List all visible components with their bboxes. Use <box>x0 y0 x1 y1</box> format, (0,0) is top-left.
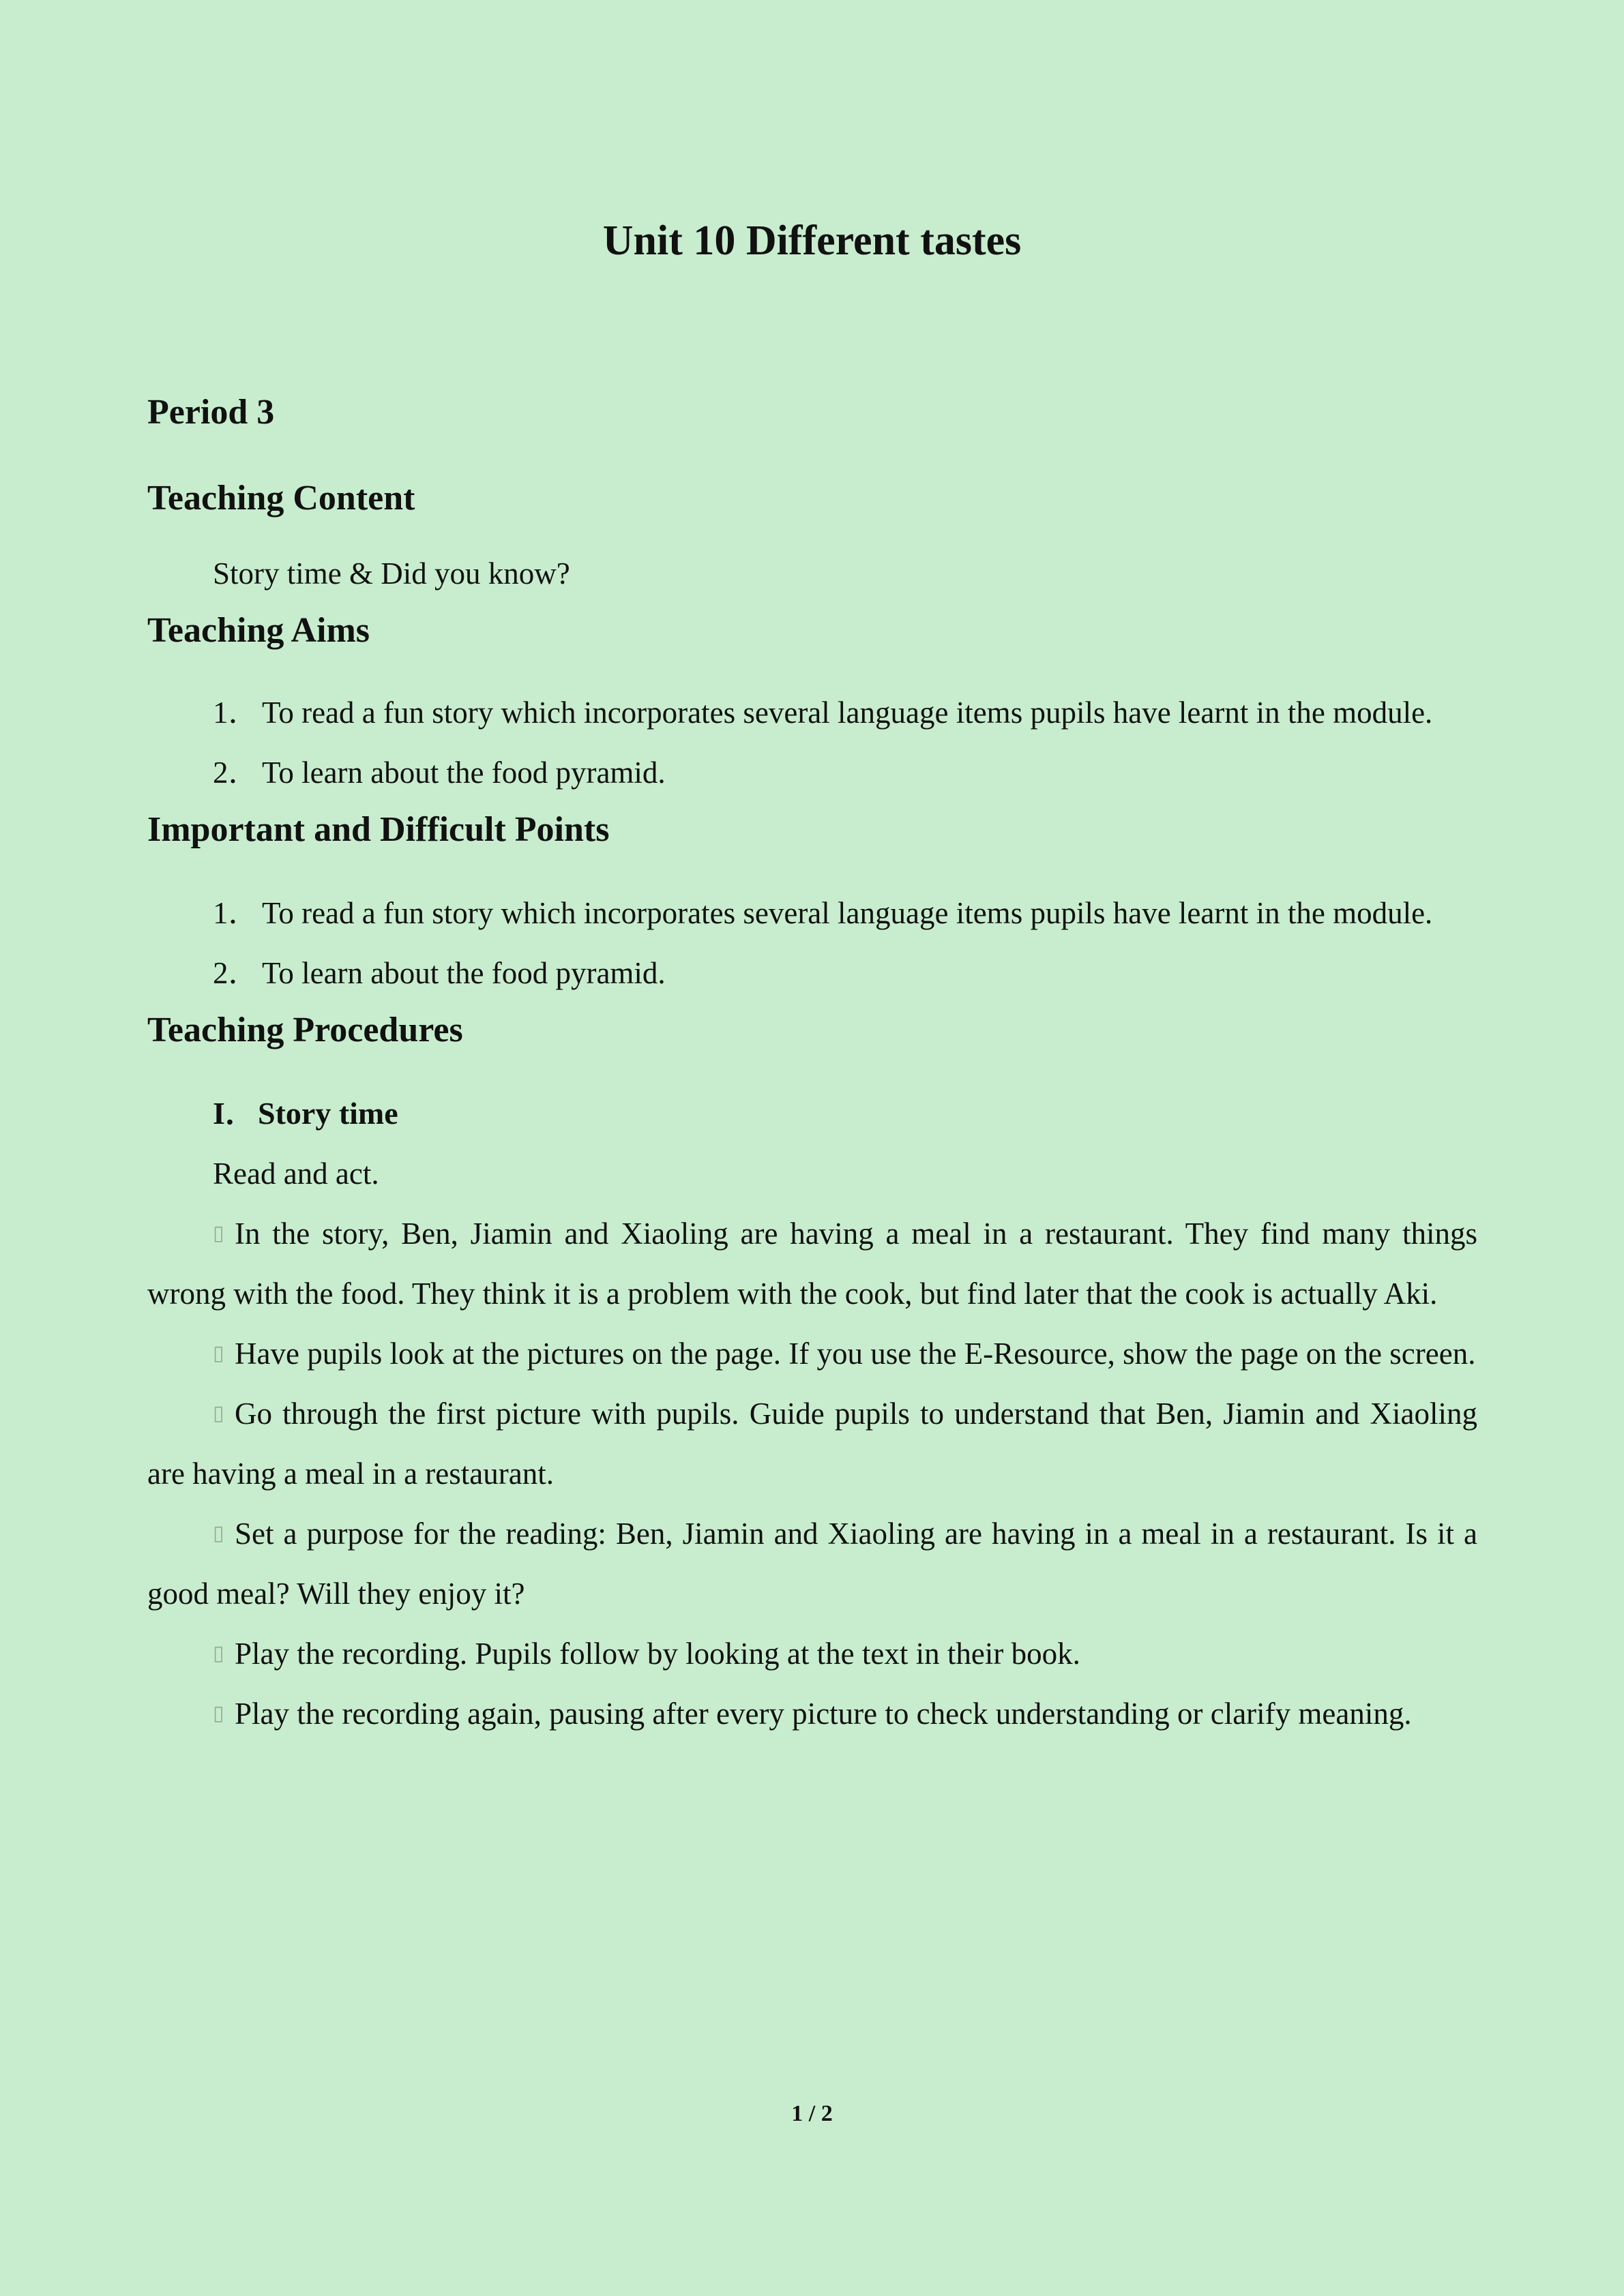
item-text: To read a fun story which incorporates several language items pupils have learnt in the module. <box>262 696 1433 730</box>
story-time-subheading <box>147 1084 1477 1144</box>
bullet-text: In the story, Ben, Jiamin and Xiaoling are having a meal in a restaurant. They find many things wrong with the food. They think it is a problem with the cook, but find later that the cook is actually Aki. <box>147 1217 1477 1311</box>
document-body <box>147 385 1477 1744</box>
teaching-aim-item-1 <box>147 683 1477 743</box>
document-title: Unit 10 Different tastes <box>602 218 1022 264</box>
item-number: 1． <box>213 896 259 930</box>
bullet-text: Have pupils look at the pictures on the page. If you use the E-Resource, show the page on the screen. <box>235 1337 1476 1371</box>
item-number: 1． <box>213 696 259 730</box>
bullet-text: Go through the first picture with pupils. Guide pupils to understand that Ben, Jiamin and Xiaoling are having a meal in a restaurant. <box>147 1397 1477 1491</box>
bullet-box-icon: ▯ <box>213 1341 224 1365</box>
procedure-bullet-2 <box>147 1324 1477 1384</box>
bullet-text: Play the recording again, pausing after every picture to check understanding or clarify meaning. <box>235 1697 1412 1731</box>
bullet-box-icon: ▯ <box>213 1401 224 1425</box>
item-text: To learn about the food pyramid. <box>262 956 666 990</box>
teaching-aim-item-2 <box>147 743 1477 803</box>
bullet-box-icon: ▯ <box>213 1701 224 1725</box>
read-and-act-text: Read and act. <box>213 1157 379 1191</box>
procedure-bullet-3 <box>147 1384 1477 1504</box>
procedure-bullet-6 <box>147 1684 1477 1744</box>
item-text: To learn about the food pyramid. <box>262 756 666 790</box>
important-point-item-1 <box>147 883 1477 943</box>
subsection-number: I． <box>213 1096 256 1131</box>
procedure-bullet-1 <box>147 1204 1477 1324</box>
item-number: 2． <box>213 756 259 790</box>
teaching-content-heading: Teaching Content <box>147 479 415 518</box>
period-heading: Period 3 <box>147 393 275 432</box>
teaching-procedures-heading: Teaching Procedures <box>147 1011 463 1049</box>
procedure-bullet-4 <box>147 1504 1477 1624</box>
important-points-heading: Important and Difficult Points <box>147 810 610 849</box>
subsection-title: Story time <box>258 1096 398 1131</box>
teaching-aims-heading: Teaching Aims <box>147 611 370 650</box>
important-point-item-2 <box>147 943 1477 1003</box>
bullet-box-icon: ▯ <box>213 1521 224 1545</box>
bullet-text: Set a purpose for the reading: Ben, Jiamin and Xiaoling are having in a meal in a restaurant. Is it a good meal? Will they enjoy it? <box>147 1517 1477 1611</box>
bullet-text: Play the recording. Pupils follow by looking at the text in their book. <box>235 1637 1080 1671</box>
item-number: 2． <box>213 956 259 990</box>
item-text: To read a fun story which incorporates several language items pupils have learnt in the module. <box>262 896 1433 930</box>
teaching-content-text: Story time & Did you know? <box>213 556 570 591</box>
bullet-box-icon: ▯ <box>213 1221 224 1245</box>
page-number: 1 / 2 <box>791 2101 833 2126</box>
bullet-box-icon: ▯ <box>213 1641 224 1665</box>
procedure-bullet-5 <box>147 1624 1477 1684</box>
